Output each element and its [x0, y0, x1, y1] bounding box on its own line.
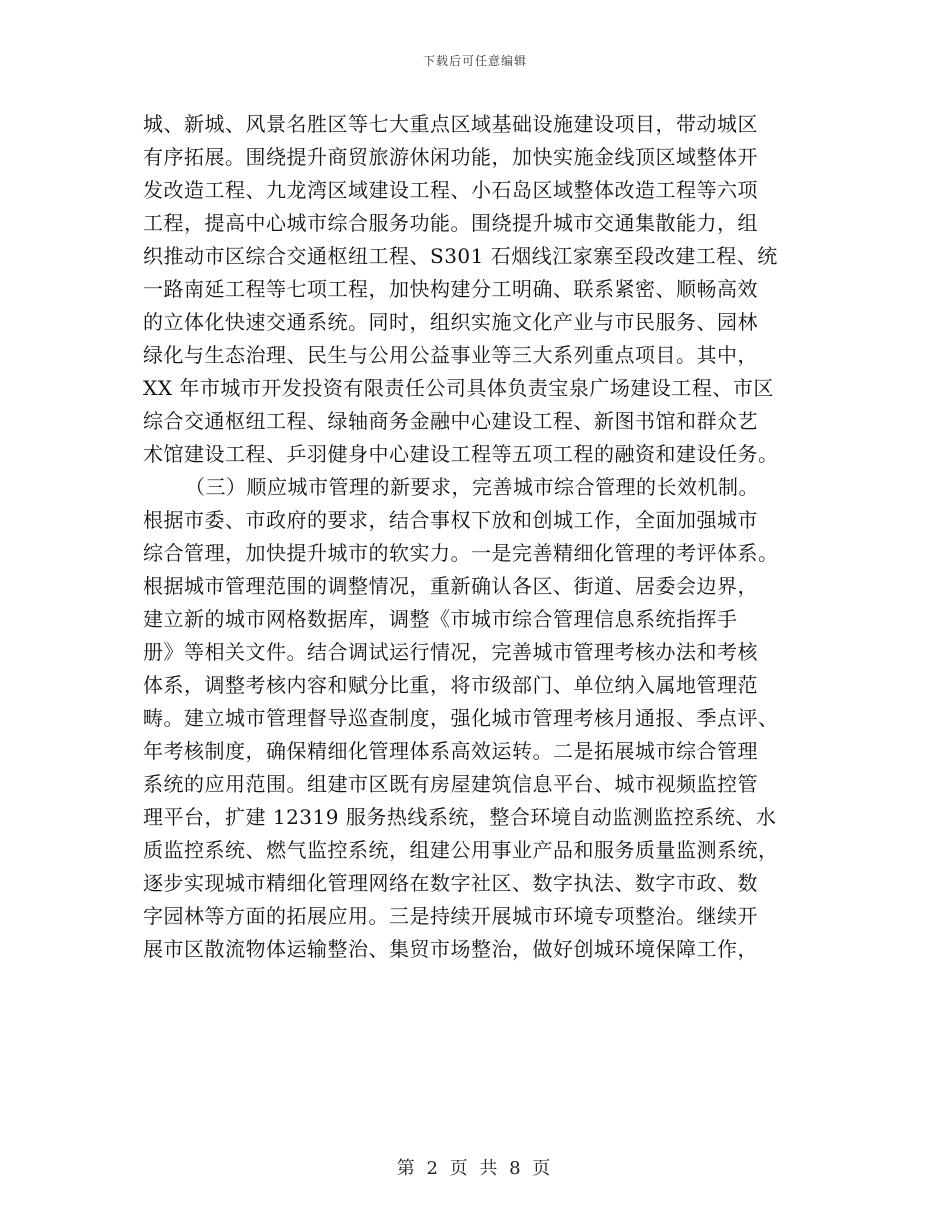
body-line: 绿化与生态治理、民生与公用公益事业等三大系列重点项目。其中，: [143, 343, 758, 367]
body-line: 畴。建立城市管理督导巡查制度，强化城市管理考核月通报、季点评、: [143, 706, 779, 730]
body-line: 织推动市区综合交通枢纽工程、S301 石烟线江家寨至段改建工程、统: [143, 244, 778, 268]
body-line: 术馆建设工程、乒羽健身中心建设工程等五项工程的融资和建设任务。: [143, 442, 779, 466]
body-line: 根据市委、市政府的要求，结合事权下放和创城工作，全面加强城市: [143, 508, 758, 532]
body-line: 册》等相关文件。结合调试运行情况，完善城市管理考核办法和考核: [143, 640, 758, 664]
body-line: 综合交通枢纽工程、绿轴商务金融中心建设工程、新图书馆和群众艺: [143, 409, 758, 433]
body-line: 有序拓展。围绕提升商贸旅游休闲功能，加快实施金线顶区域整体开: [143, 145, 758, 169]
body-line: 逐步实现城市精细化管理网络在数字社区、数字执法、数字市政、数: [143, 871, 758, 895]
body-line: 根据城市管理范围的调整情况，重新确认各区、街道、居委会边界，: [143, 574, 758, 598]
body-line: 年考核制度，确保精细化管理体系高效运转。二是拓展城市综合管理: [143, 739, 758, 763]
section-heading-line: （三）顺应城市管理的新要求，完善城市综合管理的长效机制。: [185, 475, 759, 499]
body-line: 城、新城、风景名胜区等七大重点区域基础设施建设项目，带动城区: [143, 112, 758, 136]
body-line: 的立体化快速交通系统。同时，组织实施文化产业与市民服务、园林: [143, 310, 758, 334]
body-line: 系统的应用范围。组建市区既有房屋建筑信息平台、城市视频监控管: [143, 772, 758, 796]
page-header: 下载后可任意编辑: [422, 54, 527, 68]
document-body: [143, 108, 808, 966]
body-line: 发改造工程、九龙湾区域建设工程、小石岛区域整体改造工程等六项: [143, 178, 758, 202]
body-line: 字园林等方面的拓展应用。三是持续开展城市环境专项整治。继续开: [143, 904, 758, 928]
body-line: 建立新的城市网格数据库，调整《市城市综合管理信息系统指挥手: [143, 607, 738, 631]
body-line: 一路南延工程等七项工程，加快构建分工明确、联系紧密、顺畅高效: [143, 277, 758, 301]
body-line: 工程，提高中心城市综合服务功能。围绕提升城市交通集散能力，组: [143, 211, 758, 235]
body-line: 体系，调整考核内容和赋分比重，将市级部门、单位纳入属地管理范: [143, 673, 758, 697]
body-line: XX 年市城市开发投资有限责任公司具体负责宝泉广场建设工程、市区: [143, 376, 774, 400]
body-line: 展市区散流物体运输整治、集贸市场整治，做好创城环境保障工作，: [143, 937, 758, 961]
page-number-footer: 第 2 页 共 8 页: [396, 1158, 554, 1179]
body-line: 质监控系统、燃气监控系统，组建公用事业产品和服务质量监测系统，: [143, 838, 779, 862]
body-line: 理平台，扩建 12319 服务热线系统，整合环境自动监测监控系统、水: [143, 805, 777, 829]
body-line: 综合管理，加快提升城市的软实力。一是完善精细化管理的考评体系。: [143, 541, 779, 565]
